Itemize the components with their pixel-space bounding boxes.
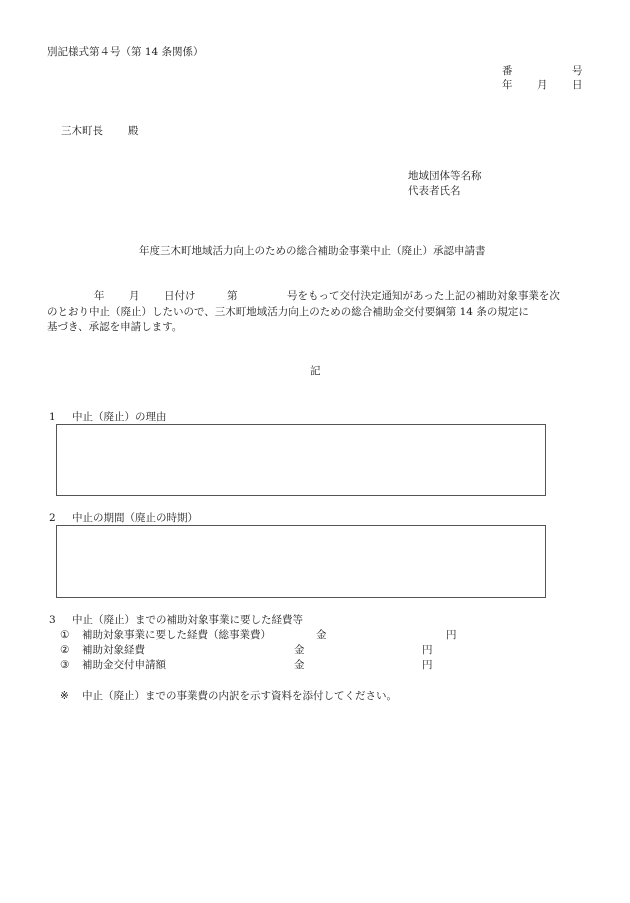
section-3-label: 中止（廃止）までの補助対象事業に要した経費等 <box>72 614 303 626</box>
number-suffix: 号 <box>572 65 583 77</box>
expense-item-2-label: 補助対象経費 <box>82 644 145 656</box>
applicant-org-label: 地域団体等名称 <box>408 170 482 182</box>
form-label: 別記様式第４号（第 14 条関係） <box>47 46 204 58</box>
section-2-number: 2 <box>49 512 56 524</box>
expense-item-2-unit: 円 <box>422 644 433 656</box>
expense-item-3-mark: ③ <box>60 659 70 671</box>
section-1-label: 中止（廃止）の理由 <box>72 411 167 423</box>
section-3-number: 3 <box>49 614 56 626</box>
section-2-label: 中止の期間（廃止の時期） <box>72 512 198 524</box>
body-line-3: 基づき、承認を申請します。 <box>47 321 183 333</box>
number-prefix: 番 <box>502 65 513 77</box>
expense-item-3-label: 補助金交付申請額 <box>82 659 166 671</box>
expense-item-1-label: 補助対象事業に要した経費（総事業費） <box>82 629 271 641</box>
body-line-2: のとおり中止（廃止）したいので、三木町地域活力向上のための総合補助金交付要綱第 14 条の規定に <box>47 305 529 318</box>
expense-item-1-prefix: 金 <box>316 629 327 641</box>
body-paragraph <box>47 289 587 336</box>
date-month: 月 <box>537 79 548 91</box>
note-text: 中止（廃止）までの事業費の内訳を示す資料を添付してください。 <box>82 690 397 702</box>
expense-item-2-mark: ② <box>60 644 70 656</box>
section-2-period-box[interactable] <box>56 525 546 598</box>
note-mark: ※ <box>60 690 69 702</box>
ki-heading: 記 <box>310 365 321 377</box>
document-title: 年度三木町地域活力向上のための総合補助金事業中止（廃止）承認申請書 <box>139 245 486 257</box>
applicant-rep-label: 代表者氏名 <box>408 185 461 197</box>
expense-item-1-unit: 円 <box>446 629 457 641</box>
section-1-number: 1 <box>49 411 56 423</box>
body-line-1: 年 月 日付け 第 号をもって交付決定通知があった上記の補助対象事業を次 <box>94 290 560 302</box>
expense-item-3-prefix: 金 <box>294 659 305 671</box>
date-year: 年 <box>502 79 513 91</box>
section-1-reason-box[interactable] <box>56 424 546 496</box>
expense-item-2-prefix: 金 <box>294 644 305 656</box>
date-day: 日 <box>572 79 583 91</box>
addressee-honorific: 殿 <box>128 125 139 137</box>
expense-item-1-mark: ① <box>60 629 70 641</box>
expense-item-3-unit: 円 <box>422 659 433 671</box>
addressee-title: 三木町長 <box>61 125 103 137</box>
